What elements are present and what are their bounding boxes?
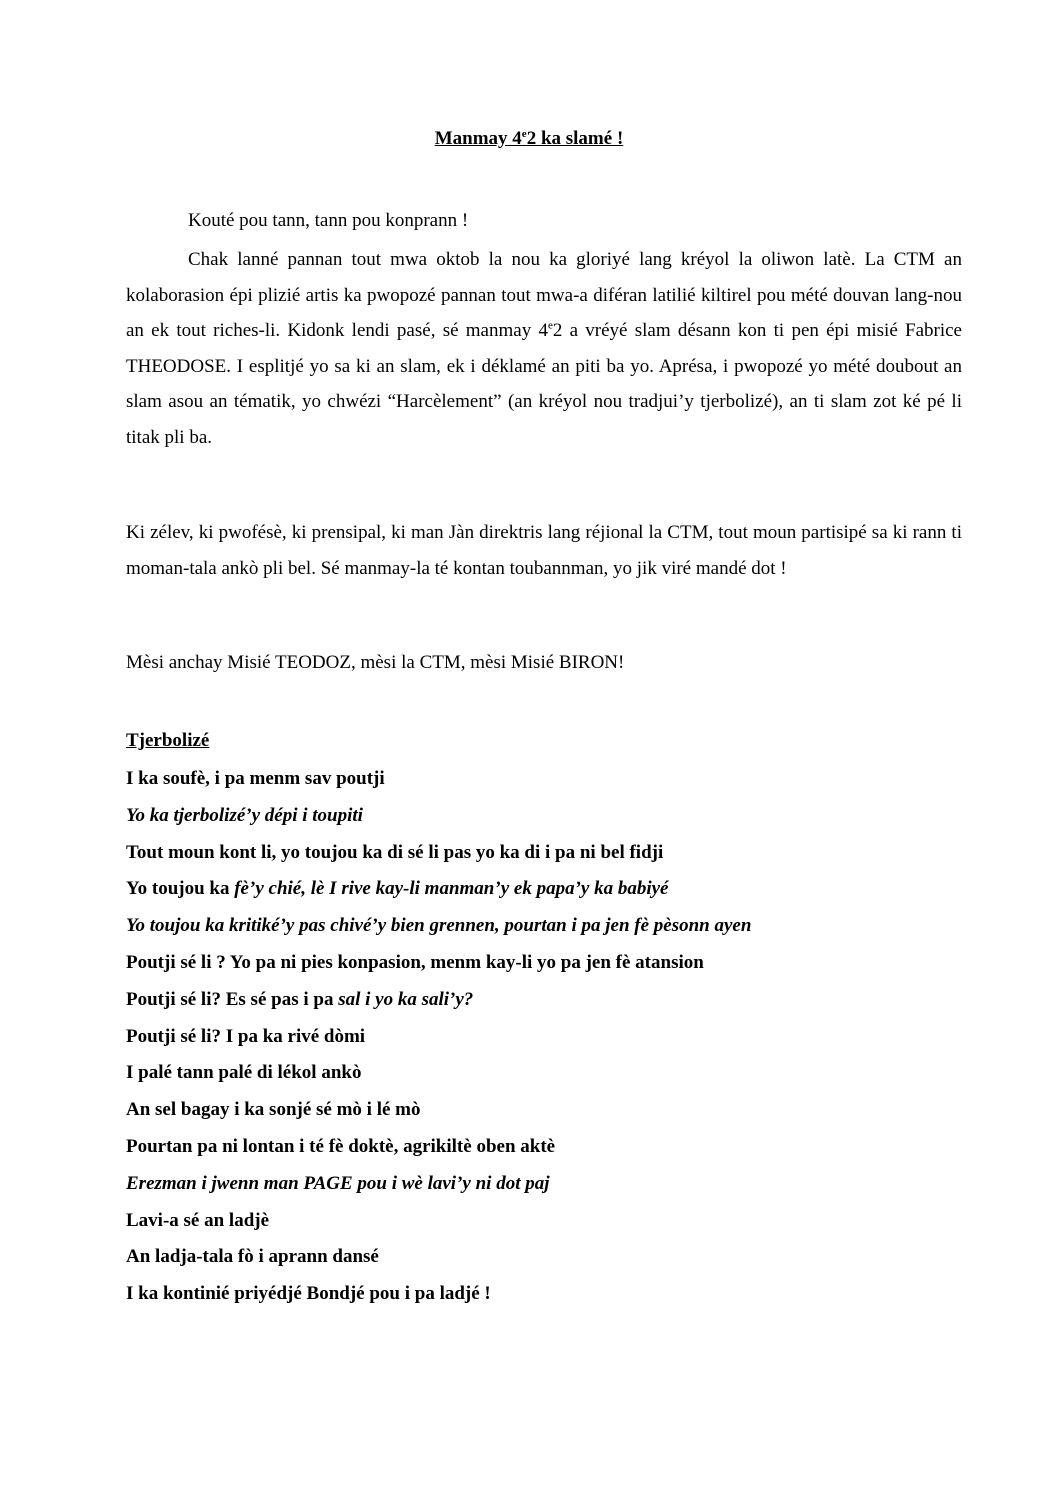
poem-line-segment: An ladja-tala fò i aprann dansé: [126, 1246, 379, 1268]
poem-line-segment: Pourtan pa ni lontan i té fè doktè, agrikiltè oben aktè: [126, 1136, 556, 1157]
poem-title: Tjerbolizé: [126, 730, 210, 751]
poem-line-segment: Yo toujou ka: [126, 878, 235, 900]
document-title: [0, 128, 1058, 150]
poem-line-segment: Yo ka tjerbolizé’y dépi i toupiti: [126, 804, 363, 826]
intro-text: Kouté pou tann, tann pou konprann !: [188, 210, 469, 231]
poem-line-segment: I ka soufè, i pa menm sav poutji: [126, 768, 385, 789]
poem-line: [126, 1062, 361, 1084]
title-prefix: Manmay 4: [434, 128, 522, 149]
thanks-line: [126, 645, 962, 681]
poem-line: [126, 1026, 365, 1048]
title-superscript: e: [521, 128, 527, 140]
poem-line: [126, 768, 385, 790]
poem-line: [126, 1210, 269, 1232]
poem-line: [126, 989, 473, 1011]
poem-line: [126, 1283, 491, 1305]
poem-line-segment: I ka kontinié priyédjé Bondjé pou i pa ladjé !: [126, 1283, 491, 1305]
poem-line: [126, 1173, 550, 1195]
paragraph-two-text: Ki zélev, ki pwofésè, ki prensipal, ki man Jàn direktris lang réjional la CTM, tout moun partisipé sa ki rann ti moman-tala ankò pli bel. Sé manmay-la té kontan toubannman, yo jik viré mandé dot !: [126, 522, 962, 579]
poem-line-segment: Erezman i jwenn man PAGE pou i wè lavi’y ni dot paj: [126, 1172, 550, 1194]
poem-line-segment: I palé tann palé di lékol ankò: [126, 1062, 362, 1084]
poem-line-segment: Poutji sé li? I pa ka rivé dòmi: [126, 1025, 366, 1047]
poem-line-segment: fè’y chié, lè I rive kay-li manman’y ek papa’y ka babiyé: [234, 878, 669, 900]
poem-line: [126, 1099, 421, 1121]
poem-line: [126, 842, 663, 864]
intro-line: [126, 203, 962, 239]
paragraph-one-text: Chak lanné pannan tout mwa oktob la nou ka gloriyé lang kréyol la oliwon latè. La CTM an kolaborasion épi plizié artis ka pwopozé pannan tout mwa-a diféran latilié kiltirel pou mété douvan lang-nou an ek tout riches-li. Kidonk lendi pasé, sé manmay 4e2 a vréyé slam désann kon ti pen épi misié Fabrice THEODOSE. I esplitjé yo sa ki an slam, ek i déklamé an piti ba yo. Aprésa, i pwopozé yo mété doubout an slam asou an tématik, yo chwézi “Harcèlement” (an kréyol nou tradjui’y tjerbolizé), an ti slam zot ké pé li titak pli ba.: [126, 249, 962, 448]
paragraph-one: [126, 242, 962, 456]
poem-line-segment: Poutji sé li? Es sé pas i pa: [126, 988, 339, 1010]
poem-line: [126, 1136, 555, 1158]
poem-line: [126, 805, 363, 827]
poem-line: [126, 1246, 379, 1268]
poem-line-segment: Lavi-a sé an ladjè: [126, 1209, 270, 1231]
poem-line-segment: An sel bagay i ka sonjé sé mò i lé mò: [126, 1099, 421, 1121]
paragraph-two: [126, 515, 962, 586]
poem-line: [126, 915, 751, 937]
poem-line: [126, 878, 668, 900]
thanks-text: Mèsi anchay Misié TEODOZ, mèsi la CTM, mèsi Misié BIRON!: [126, 652, 625, 673]
title-suffix: 2 ka slamé !: [526, 128, 624, 149]
poem-line: [126, 952, 704, 974]
poem-line-segment: Tout moun kont li, yo toujou ka di sé li pas yo ka di i pa ni bel fidji: [126, 841, 664, 863]
poem-line-segment: sal i yo ka sali’y?: [338, 988, 474, 1010]
poem-line-segment: Poutji sé li ? Yo pa ni pies konpasion, menm kay-li yo pa jen fè atansion: [126, 952, 704, 973]
poem-line-segment: Yo toujou ka kritiké’y pas chivé’y bien grennen, pourtan i pa jen fè pèsonn ayen: [126, 915, 752, 937]
